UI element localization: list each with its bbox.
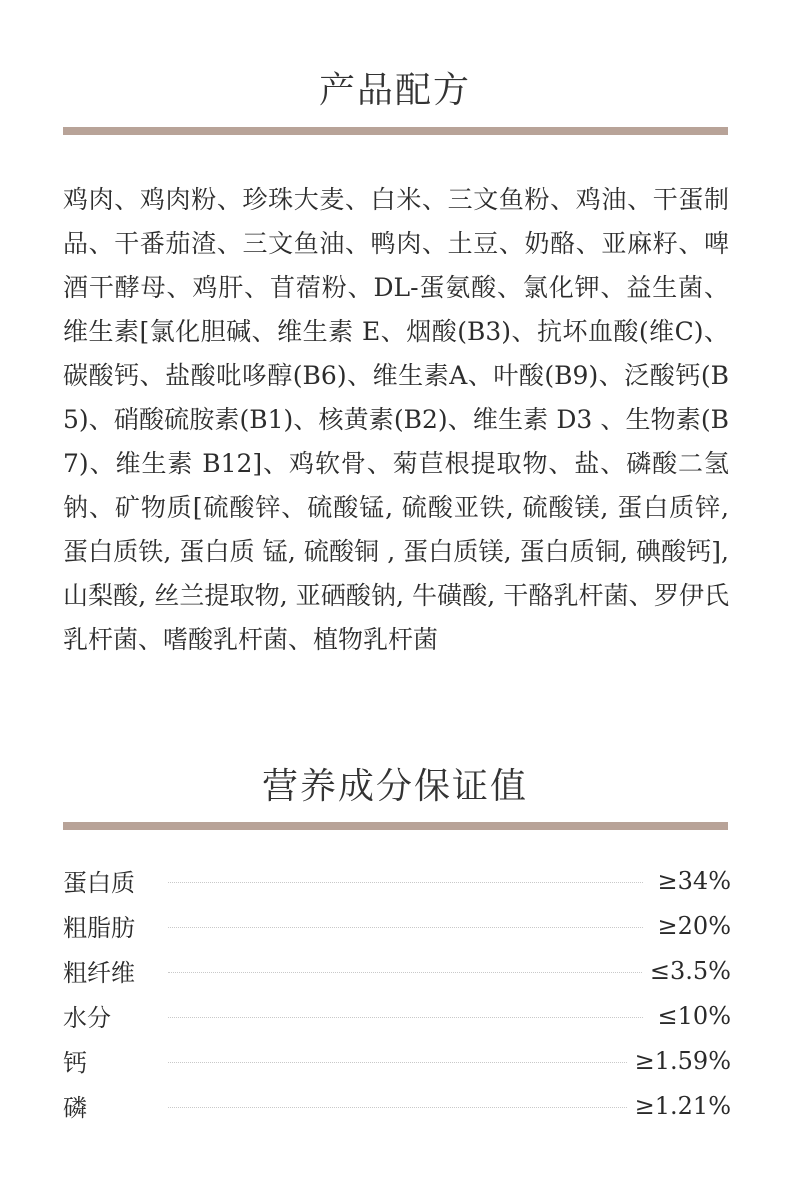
nutrient-value: ≥1.59% [634, 1046, 731, 1075]
nutrient-value: ≤3.5% [649, 956, 731, 985]
nutrient-label: 钙 [63, 1049, 87, 1077]
formula-title: 产品配方 [318, 70, 471, 111]
formula-divider [63, 127, 728, 135]
nutrient-label: 磷 [63, 1094, 87, 1122]
nutrient-value: ≥1.21% [634, 1091, 731, 1120]
nutrition-title: 营养成分保证值 [261, 766, 528, 807]
nutrition-divider [63, 822, 728, 830]
nutrient-value: ≥20% [657, 911, 731, 940]
dotted-leader [168, 1017, 643, 1018]
nutrition-row [63, 1083, 731, 1128]
nutrition-list [63, 858, 731, 1128]
nutrient-label: 蛋白质 [63, 869, 135, 897]
nutrient-label: 水分 [63, 1004, 111, 1032]
nutrient-label: 粗脂肪 [63, 914, 135, 942]
dotted-leader [168, 972, 642, 973]
ingredients-text: 鸡肉、鸡肉粉、珍珠大麦、白米、三文鱼粉、鸡油、干蛋制品、干番茄渣、三文鱼油、鸭肉、土豆、奶酪、亚麻籽、啤酒干酵母、鸡肝、苜蓿粉、DL-蛋氨酸、氯化钾、益生菌、维生素[氯化胆碱、维生素 E、烟酸(B3)、抗坏血酸(维C)、碳酸钙、盐酸吡哆醇(B6)、维生素A、叶酸(B9)、泛酸钙(B5)、硝酸硫胺素(B1)、核黄素(B2)、维生素 D3 、生物素(B7)、维生素 B12]、鸡软骨、菊苣根提取物、盐、磷酸二氢钠、矿物质[硫酸锌、硫酸锰, 硫酸亚铁, 硫酸镁, 蛋白质锌, 蛋白质铁, 蛋白质 锰, 硫酸铜 , 蛋白质镁, 蛋白质铜, 碘酸钙], 山梨酸, 丝兰提取物, 亚硒酸钠, 牛磺酸, 干酪乳杆菌、罗伊氏乳杆菌、嗜酸乳杆菌、植物乳杆菌 [63, 185, 729, 654]
nutrient-label: 粗纤维 [63, 959, 135, 987]
nutrient-value: ≤10% [657, 1001, 731, 1030]
dotted-leader [168, 1062, 627, 1063]
nutrition-row [63, 1038, 731, 1083]
nutrition-row [63, 858, 731, 903]
dotted-leader [168, 927, 643, 928]
dotted-leader [168, 882, 643, 883]
dotted-leader [168, 1107, 627, 1108]
nutrient-value: ≥34% [657, 866, 731, 895]
nutrition-row [63, 903, 731, 948]
nutrition-row [63, 993, 731, 1038]
nutrition-row [63, 948, 731, 993]
